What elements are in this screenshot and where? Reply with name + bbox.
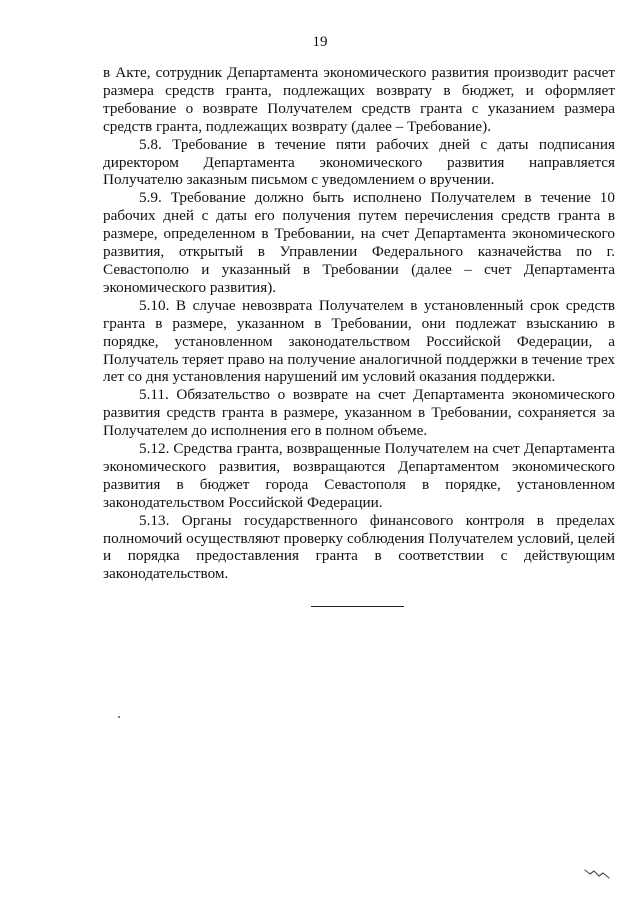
paragraph-5-12: 5.12. Средства гранта, возвращенные Получателем на счет Департамента экономического развития, возвращаются Департаментом экономического развития в бюджет города Севастополя в порядке, установленном законодательством Российской Федерации.	[103, 440, 615, 511]
paragraph-5-10: 5.10. В случае невозврата Получателем в установленный срок средств гранта в размере, указанном в Требовании, они подлежат взысканию в порядке, установленном законодательством Российской Федерации, а Получатель теряет право на получение аналогичной поддержки в течение трех лет со дня установления нарушений им условий оказания поддержки.	[103, 296, 615, 386]
scan-speck-mark	[118, 716, 120, 718]
page-number: 19	[312, 34, 328, 50]
document-body	[103, 64, 615, 583]
paragraph-5-11: 5.11. Обязательство о возврате на счет Департамента экономического развития средств гранта в размере, указанном в Требовании, сохраняется за Получателем до исполнения его в полном объеме.	[103, 386, 615, 440]
paragraph-5-13: 5.13. Органы государственного финансового контроля в пределах полномочий осуществляют проверку соблюдения Получателем условий, целей и порядка предоставления гранта в соответствии с действующим законодательством.	[103, 511, 615, 583]
paragraph-5-9: 5.9. Требование должно быть исполнено Получателем в течение 10 рабочих дней с даты его получения путем перечисления средств гранта в размере, определенном в Требовании, на счет Департамента экономического развития, открытый в Управлении Федерального казначейства по г. Севастополю и указанный в Требовании (далее – счет Департамента экономического развития).	[103, 189, 615, 296]
pen-scribble-mark	[584, 866, 610, 880]
paragraph-akt-continuation: в Акте, сотрудник Департамента экономического развития производит расчет размера средств гранта, подлежащих возврату в бюджет, и оформляет требование о возврате Получателем средств гранта с указанием размера средств гранта, подлежащих возврату (далее – Требование).	[103, 64, 615, 135]
end-separator-line	[311, 606, 404, 607]
paragraph-5-8: 5.8. Требование в течение пяти рабочих дней с даты подписания директором Департамента экономического развития направляется Получателю заказным письмом с уведомлением о вручении.	[103, 135, 615, 189]
